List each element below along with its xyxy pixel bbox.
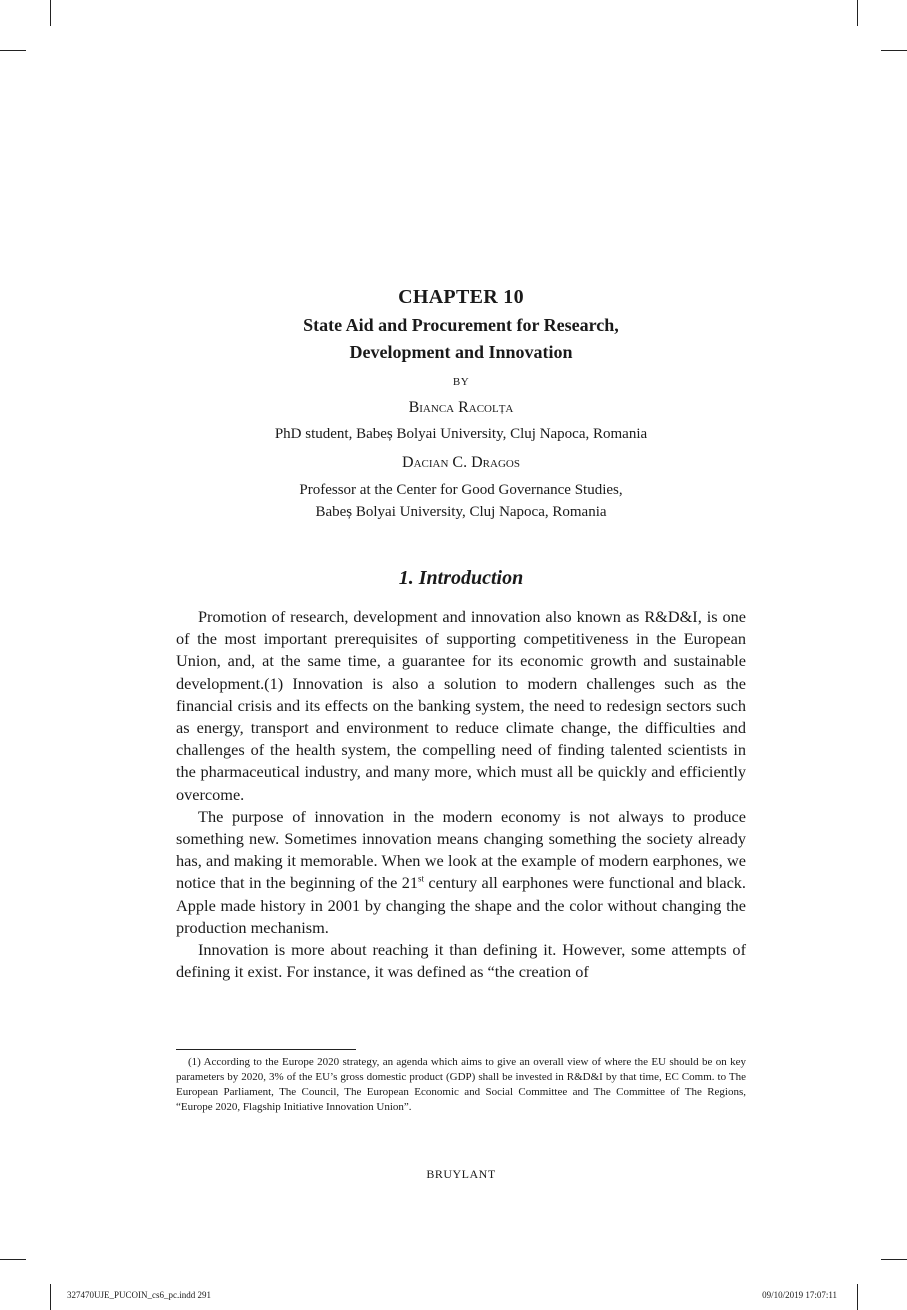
by-label: BY bbox=[452, 376, 470, 388]
author-name-1: Bianca Racolța bbox=[408, 399, 514, 416]
crop-mark bbox=[0, 50, 26, 51]
crop-mark bbox=[50, 1284, 51, 1310]
section-heading: 1. Introduction bbox=[398, 567, 524, 589]
crop-mark bbox=[0, 1259, 26, 1260]
paragraph: Innovation is more about reaching it than defining it. However, some attempts of defining it exist. For instance, it was defined as “the creation of bbox=[176, 940, 746, 982]
author-affiliation-2-line-1: Professor at the Center for Good Governance Studies, bbox=[299, 482, 623, 498]
footnote: (1) According to the Europe 2020 strategy, an agenda which aims to give an overall view of where the EU should be on key parameters by 2020, 3% of the EU’s gross domestic product (GDP) shall be invested in R&D&I by that time, EC Comm. to The European Parliament, The Council, The European Economic and Social Committee and The Committee of The Regions, “Europe 2020, Flagship Initiative Innovation Union”. bbox=[176, 1056, 746, 1113]
paragraph bbox=[176, 806, 746, 939]
superscript: st bbox=[418, 874, 425, 885]
author-affiliation-2-line-2: Babeș Bolyai University, Cluj Napoca, Romania bbox=[315, 504, 607, 520]
crop-mark bbox=[881, 1259, 907, 1260]
print-slug-file: 327470UJE_PUCOIN_cs6_pc.indd 291 bbox=[67, 1290, 211, 1300]
print-slug-timestamp: 09/10/2019 17:07:11 bbox=[762, 1290, 837, 1300]
author-affiliation-1: PhD student, Babeș Bolyai University, Cluj Napoca, Romania bbox=[274, 426, 648, 442]
chapter-title-line-1: State Aid and Procurement for Research, bbox=[303, 315, 619, 335]
footnote-rule bbox=[176, 1049, 356, 1050]
paragraph: Promotion of research, development and innovation also known as R&D&I, is one of the most important prerequisites of supporting competitiveness in the European Union, and, at the same time, a guarantee for its economic growth and sustainable development.(1) Innovation is also a solution to modern challenges such as the financial crisis and its effects on the banking system, the need to redesign sectors such as energy, transport and environment to reduce climate change, the difficulties and challenges of the health system, the compelling need of finding talented scientists in the pharmaceutical industry, and many more, which must all be quickly and efficiently overcome. bbox=[176, 607, 746, 804]
publisher-name: BRUYLANT bbox=[426, 1167, 496, 1181]
chapter-label: CHAPTER 10 bbox=[398, 286, 524, 308]
paragraph-text: century all earphones were functional and black. Apple made history in 2001 by changing the shape and the color without changing the production mechanism. bbox=[176, 873, 747, 937]
crop-mark bbox=[881, 50, 907, 51]
crop-mark bbox=[50, 0, 51, 26]
paragraph-text: The purpose of innovation in the modern economy is not always to produce something new. Sometimes innovation means changing something the society already has, and making it memorable. When we look at the example of modern earphones, we notice that in the beginning of the 21 bbox=[176, 806, 746, 893]
crop-mark bbox=[857, 1284, 858, 1310]
chapter-title-line-2: Development and Innovation bbox=[349, 342, 573, 362]
crop-mark bbox=[857, 0, 858, 26]
body-text bbox=[176, 606, 746, 983]
author-name-2: Dacian C. Dragos bbox=[402, 454, 520, 471]
